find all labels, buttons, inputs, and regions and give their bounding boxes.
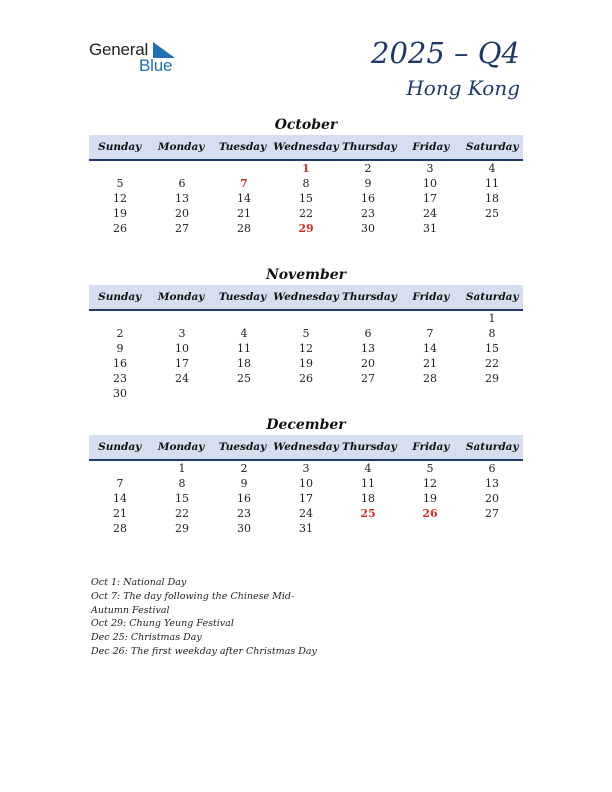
- month-november: [89, 266, 523, 401]
- holiday-note: Dec 26: The first weekday after Christmas Day: [91, 645, 317, 657]
- week-row: [89, 506, 523, 521]
- month-title: December: [266, 417, 346, 433]
- day-cell: 2: [364, 162, 372, 175]
- day-cell: 28: [423, 372, 437, 385]
- weekday-label: Sunday: [98, 141, 142, 153]
- day-cell: 26: [299, 372, 313, 385]
- day-cell: 27: [175, 222, 189, 235]
- day-cell: 18: [485, 192, 499, 205]
- day-cell: [275, 386, 337, 401]
- day-cell: 22: [299, 207, 313, 220]
- day-cell: 15: [175, 492, 189, 505]
- day-cell: 1: [488, 312, 496, 325]
- month-december: [89, 416, 523, 536]
- day-cell: [151, 311, 213, 326]
- day-cell: 14: [423, 342, 437, 355]
- day-cell: 10: [175, 342, 189, 355]
- day-cell: [89, 311, 151, 326]
- holiday-note: Oct 29: Chung Yeung Festival: [91, 618, 234, 630]
- logo-general-text: General: [89, 40, 149, 59]
- day-cell: 31: [423, 222, 437, 235]
- day-cell: 28: [113, 522, 127, 535]
- weekday-header: [89, 135, 523, 161]
- day-cell: 16: [361, 192, 375, 205]
- page-title: 2025 – Q4: [371, 36, 520, 70]
- day-cell: 27: [485, 507, 499, 520]
- week-row: [89, 161, 523, 176]
- day-cell: 24: [175, 372, 189, 385]
- week-row: [89, 326, 523, 341]
- week-row: [89, 176, 523, 191]
- day-cell: 21: [113, 507, 127, 520]
- day-cell: 21: [237, 207, 251, 220]
- day-cell: 23: [113, 372, 127, 385]
- day-cell: [461, 221, 523, 236]
- weekday-label: Thursday: [342, 141, 397, 153]
- day-cell: 10: [423, 177, 437, 190]
- page-subtitle: Hong Kong: [406, 76, 520, 100]
- day-cell: 24: [299, 507, 313, 520]
- day-cell: 21: [423, 357, 437, 370]
- weekday-label: Saturday: [465, 141, 519, 153]
- day-cell: 25: [360, 507, 376, 520]
- weekday-label: Sunday: [98, 291, 142, 303]
- day-cell: 30: [361, 222, 375, 235]
- day-cell: 18: [237, 357, 251, 370]
- week-row: [89, 371, 523, 386]
- day-cell: [337, 311, 399, 326]
- weekday-label: Thursday: [342, 441, 397, 453]
- day-cell: 30: [113, 387, 127, 400]
- day-cell: 23: [237, 507, 251, 520]
- day-cell: [213, 386, 275, 401]
- day-cell: 12: [423, 477, 437, 490]
- day-cell: 23: [361, 207, 375, 220]
- holiday-note: Dec 25: Christmas Day: [91, 632, 202, 644]
- week-row: [89, 311, 523, 326]
- day-cell: 20: [175, 207, 189, 220]
- weekday-label: Saturday: [465, 291, 519, 303]
- day-cell: 26: [422, 507, 438, 520]
- day-cell: 19: [423, 492, 437, 505]
- day-cell: 29: [298, 222, 314, 235]
- weekday-label: Monday: [157, 141, 205, 153]
- holiday-note: Oct 1: National Day: [91, 577, 187, 588]
- logo: [89, 40, 189, 76]
- day-cell: 1: [178, 462, 186, 475]
- day-cell: 12: [299, 342, 313, 355]
- day-cell: 28: [237, 222, 251, 235]
- holiday-notes: [91, 576, 321, 659]
- weekday-label: Friday: [412, 291, 450, 303]
- day-cell: [89, 161, 151, 176]
- day-cell: 22: [175, 507, 189, 520]
- day-cell: [461, 521, 523, 536]
- day-cell: 2: [116, 327, 124, 340]
- day-cell: 13: [485, 477, 499, 490]
- day-cell: 8: [488, 327, 496, 340]
- day-cell: 8: [178, 477, 186, 490]
- day-cell: 4: [364, 462, 372, 475]
- week-row: [89, 521, 523, 536]
- day-cell: 14: [237, 192, 251, 205]
- day-cell: 24: [423, 207, 437, 220]
- day-cell: 12: [113, 192, 127, 205]
- day-cell: 11: [237, 342, 251, 355]
- week-row: [89, 476, 523, 491]
- week-row: [89, 491, 523, 506]
- day-cell: 30: [237, 522, 251, 535]
- day-cell: 5: [426, 462, 434, 475]
- day-cell: 15: [485, 342, 499, 355]
- weekday-label: Tuesday: [218, 291, 267, 303]
- week-row: [89, 461, 523, 476]
- day-cell: 5: [302, 327, 310, 340]
- day-cell: 18: [361, 492, 375, 505]
- day-cell: [399, 521, 461, 536]
- day-cell: 17: [175, 357, 189, 370]
- logo-blue-text: Blue: [139, 56, 173, 75]
- day-cell: 20: [485, 492, 499, 505]
- week-row: [89, 206, 523, 221]
- day-cell: 22: [485, 357, 499, 370]
- day-cell: 25: [485, 207, 499, 220]
- month-title: October: [274, 117, 338, 133]
- holiday-note: Oct 7: The day following the Chinese Mid-Autumn Festival: [91, 590, 295, 616]
- day-cell: 8: [302, 177, 310, 190]
- month-october: [89, 116, 523, 236]
- day-cell: 10: [299, 477, 313, 490]
- weekday-header: [89, 285, 523, 311]
- day-cell: [151, 161, 213, 176]
- day-cell: 5: [116, 177, 124, 190]
- day-cell: [213, 311, 275, 326]
- day-cell: [337, 521, 399, 536]
- weekday-label: Tuesday: [218, 141, 267, 153]
- day-cell: 3: [178, 327, 186, 340]
- weekday-label: Wednesday: [273, 441, 339, 453]
- day-cell: 31: [299, 522, 313, 535]
- day-cell: 15: [299, 192, 313, 205]
- day-cell: 16: [237, 492, 251, 505]
- day-cell: [213, 161, 275, 176]
- day-cell: 17: [423, 192, 437, 205]
- week-row: [89, 341, 523, 356]
- weekday-label: Thursday: [342, 291, 397, 303]
- day-cell: [337, 386, 399, 401]
- weekday-label: Friday: [412, 441, 450, 453]
- week-row: [89, 386, 523, 401]
- week-row: [89, 221, 523, 236]
- day-cell: [275, 311, 337, 326]
- month-title: November: [265, 267, 347, 283]
- day-cell: 13: [175, 192, 189, 205]
- weekday-label: Tuesday: [218, 441, 267, 453]
- weekday-label: Monday: [157, 441, 205, 453]
- day-cell: 6: [488, 462, 496, 475]
- day-cell: 3: [302, 462, 310, 475]
- weekday-label: Wednesday: [273, 141, 339, 153]
- day-cell: 1: [302, 162, 310, 175]
- week-row: [89, 356, 523, 371]
- day-cell: 7: [426, 327, 434, 340]
- weekday-label: Saturday: [465, 441, 519, 453]
- day-cell: 13: [361, 342, 375, 355]
- day-cell: 9: [240, 477, 248, 490]
- weekday-label: Monday: [157, 291, 205, 303]
- weekday-label: Wednesday: [273, 291, 339, 303]
- day-cell: 3: [426, 162, 434, 175]
- day-cell: 6: [364, 327, 372, 340]
- day-cell: 11: [485, 177, 499, 190]
- day-cell: 4: [488, 162, 496, 175]
- day-cell: 29: [485, 372, 499, 385]
- day-cell: 7: [240, 177, 248, 190]
- day-cell: 20: [361, 357, 375, 370]
- weekday-label: Friday: [412, 141, 450, 153]
- day-cell: 6: [178, 177, 186, 190]
- weekday-label: Sunday: [98, 441, 142, 453]
- day-cell: [151, 386, 213, 401]
- day-cell: 4: [240, 327, 248, 340]
- day-cell: 27: [361, 372, 375, 385]
- day-cell: 29: [175, 522, 189, 535]
- day-cell: 9: [364, 177, 372, 190]
- day-cell: [399, 311, 461, 326]
- day-cell: 11: [361, 477, 375, 490]
- day-cell: [399, 386, 461, 401]
- day-cell: 19: [299, 357, 313, 370]
- page-title-block: [371, 36, 520, 102]
- day-cell: 26: [113, 222, 127, 235]
- day-cell: 25: [237, 372, 251, 385]
- day-cell: 16: [113, 357, 127, 370]
- day-cell: 7: [116, 477, 124, 490]
- day-cell: 17: [299, 492, 313, 505]
- day-cell: [461, 386, 523, 401]
- weekday-header: [89, 435, 523, 461]
- day-cell: 9: [116, 342, 124, 355]
- week-row: [89, 191, 523, 206]
- day-cell: 14: [113, 492, 127, 505]
- day-cell: [89, 461, 151, 476]
- day-cell: 19: [113, 207, 127, 220]
- day-cell: 2: [240, 462, 248, 475]
